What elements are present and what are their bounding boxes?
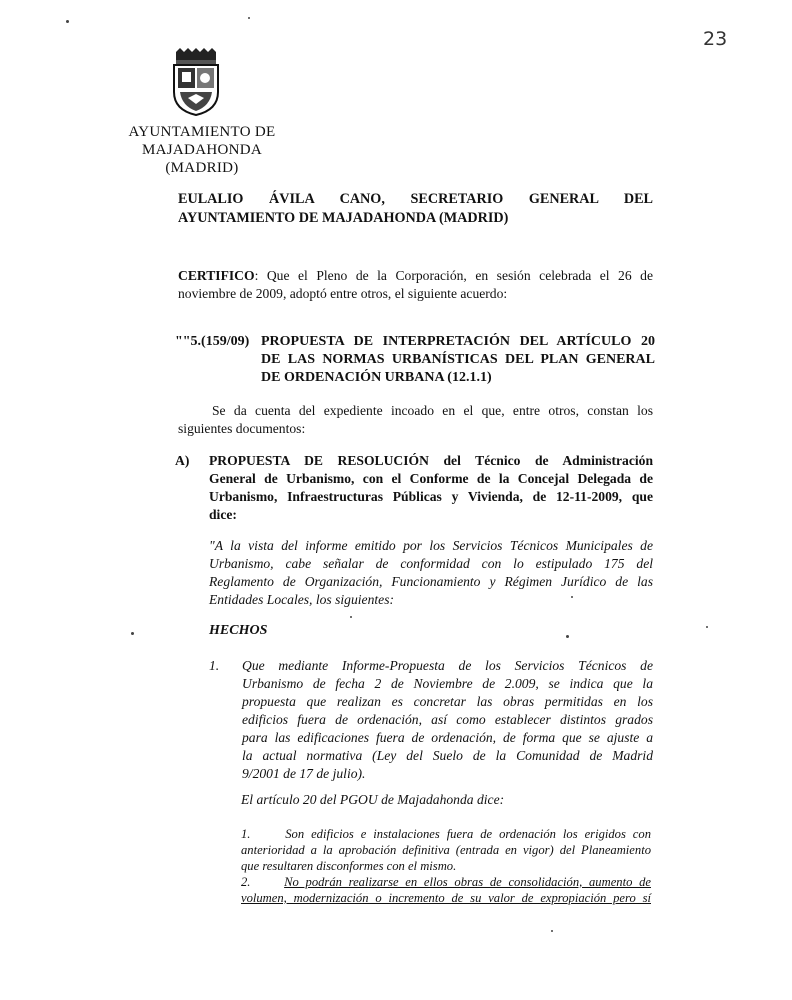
article-item-number: 1. xyxy=(241,827,251,841)
article-item-line: anterioridad a la aprobación definitiva (entrada en vigor) del Planeamiento xyxy=(241,843,651,857)
scan-speck xyxy=(248,17,250,19)
article-item-line: No podrán realizarse en ellos obras de consolidación, aumento de xyxy=(284,875,651,889)
fact-1-line: para las edificaciones fuera de ordenación, de forma que se ajuste a xyxy=(242,730,653,745)
fact-1-line: Que mediante Informe-Propuesta de los Servicios Técnicos de xyxy=(242,658,653,673)
scan-speck xyxy=(706,626,708,628)
scan-speck xyxy=(551,930,553,932)
scan-speck xyxy=(66,20,69,23)
article-item-number: 2. xyxy=(241,875,251,889)
municipality-block xyxy=(118,123,286,177)
section-a-line: dice: xyxy=(209,507,237,522)
scan-speck xyxy=(566,635,569,638)
agenda-item-title: PROPUESTA DE INTERPRETACIÓN DEL ARTÍCULO 20 xyxy=(261,334,655,349)
article-20-text xyxy=(241,826,651,906)
quote-line: Urbanismo, cabe señalar de conformidad con lo estipulado 175 del xyxy=(209,556,653,571)
article-item-line: que resultaren disconformes con el mismo. xyxy=(241,859,457,873)
article-item-line: volumen, modernización o incremento de su valor de expropiación pero sí xyxy=(241,891,651,905)
agenda-item-number: ""5.(159/09) xyxy=(175,334,250,349)
scan-speck xyxy=(571,596,573,598)
fact-1-line: la actual normativa (Ley del Suelo de la Comunidad de Madrid xyxy=(242,748,653,763)
intro-paragraph xyxy=(178,402,653,438)
agenda-item-title: DE LAS NORMAS URBANÍSTICAS DEL PLAN GENERAL xyxy=(261,352,655,367)
intro-line: Se da cuenta del expediente incoado en el que, entre otros, constan los xyxy=(212,403,653,418)
fact-1-line: Urbanismo de fecha 2 de Noviembre de 2.009, se indica que la xyxy=(242,676,653,691)
municipality-line: MAJADAHONDA xyxy=(142,142,262,158)
hechos-heading: HECHOS xyxy=(209,623,268,638)
scan-speck xyxy=(350,616,352,618)
agenda-item-title: DE ORDENACIÓN URBANA (12.1.1) xyxy=(261,370,492,385)
municipality-line: AYUNTAMIENTO DE xyxy=(128,124,276,140)
page-number: 23 xyxy=(703,28,728,50)
quoted-proposal xyxy=(209,537,653,609)
municipal-crest-icon xyxy=(170,48,222,116)
fact-1-line: propuesta que realizan es concretar las obras permitidas en los xyxy=(242,694,653,709)
quote-line: "A la vista del informe emitido por los Servicios Técnicos Municipales de xyxy=(209,538,653,553)
fact-1-line: edificios fuera de ordenación, así como establecer distintos grados xyxy=(242,712,653,727)
quote-line: Entidades Locales, los siguientes: xyxy=(209,592,395,607)
certifico-text: : Que el Pleno de la Corporación, en sesión celebrada el 26 de xyxy=(254,268,653,283)
scan-speck xyxy=(131,632,134,635)
certifico-label: CERTIFICO xyxy=(178,268,255,283)
certifico-text: noviembre de 2009, adoptó entre otros, el siguiente acuerdo: xyxy=(178,286,508,301)
fact-1-number: 1. xyxy=(209,658,220,673)
section-a-line: Urbanismo, Infraestructuras Públicas y Vivienda, de 12-11-2009, que xyxy=(209,489,653,504)
section-a-letter: A) xyxy=(175,453,190,468)
section-a-line: PROPUESTA DE RESOLUCIÓN del Técnico de Administración xyxy=(209,453,653,468)
fact-1-line: 9/2001 de 17 de julio). xyxy=(242,766,366,781)
article-20-intro: El artículo 20 del PGOU de Majadahonda dice: xyxy=(241,792,505,807)
article-item-line: Son edificios e instalaciones fuera de ordenación los erigidos con xyxy=(285,827,651,841)
intro-line: siguientes documentos: xyxy=(178,421,306,436)
municipality-line: (MADRID) xyxy=(165,160,239,176)
heading-line: AYUNTAMIENTO DE MAJADAHONDA (MADRID) xyxy=(178,210,509,226)
quote-line: Reglamento de Organización, Funcionamiento y Régimen Jurídico de las xyxy=(209,574,653,589)
section-a-line: General de Urbanismo, con el Conforme de la Concejal Delegada de xyxy=(209,471,653,486)
certifico-paragraph xyxy=(178,267,653,303)
document-heading xyxy=(178,190,653,228)
heading-line: EULALIO ÁVILA CANO, SECRETARIO GENERAL DEL xyxy=(178,191,653,207)
